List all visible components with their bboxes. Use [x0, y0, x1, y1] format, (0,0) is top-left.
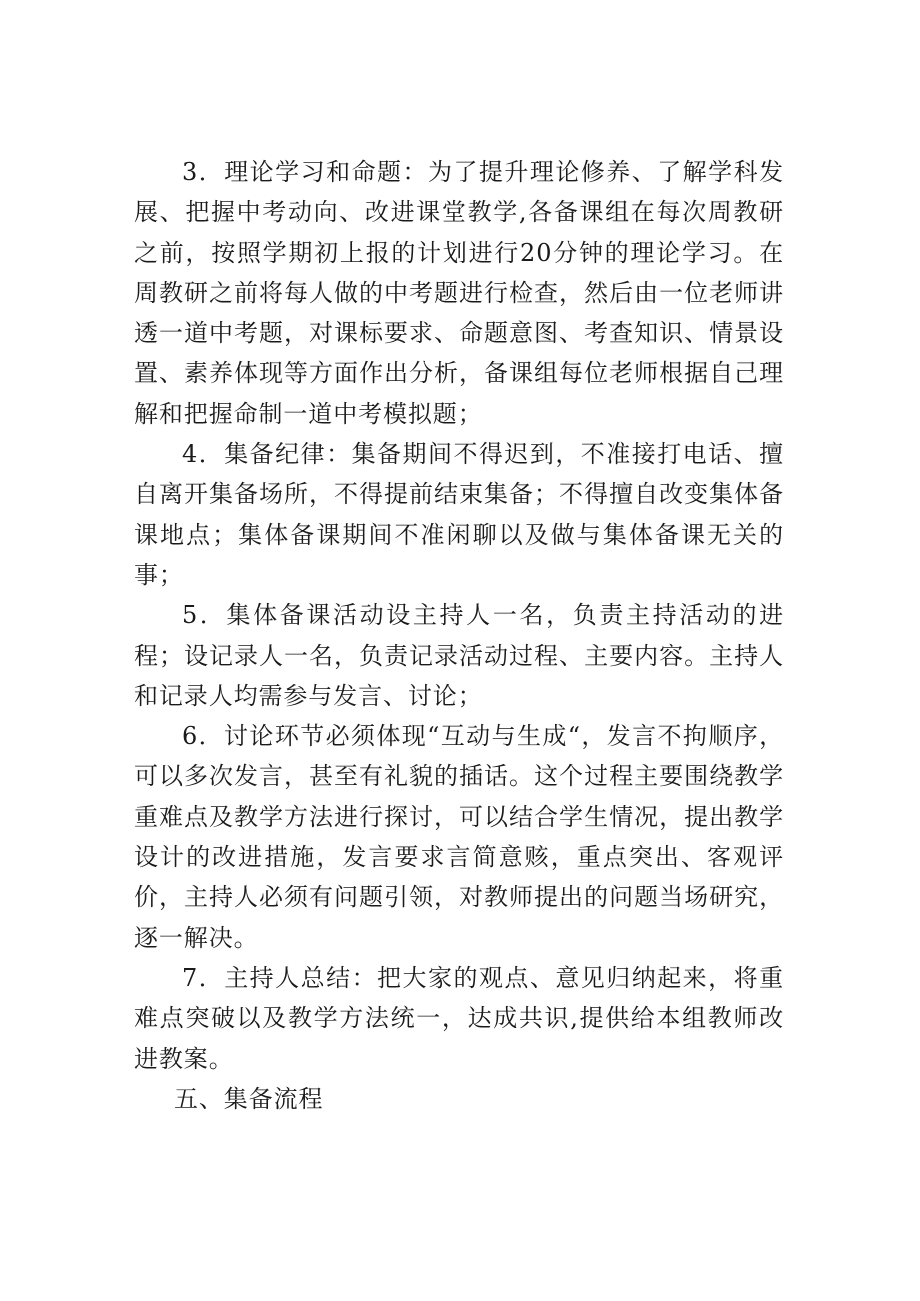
paragraph-summary: 7．主持人总结：把大家的观点、意见归纳起来，将重难点突破以及教学方法统一，达成共识,提供给本组教师改进教案。	[134, 963, 784, 1073]
section-heading: 五、集备流程	[174, 1084, 324, 1113]
paragraph-discussion: 6．讨论环节必须体现“互动与生成“，发言不拘顺序，可以多次发言，甚至有礼貌的插话。这个过程主要围绕教学重难点及教学方法进行探讨，可以结合学生情况，提出教学设计的改进措施，发言要求言简意赅，重点突出、客观评价，主持人必须有问题引领，对教师提出的问题当场研究，逐一解决。	[134, 722, 784, 952]
paragraph-theory-study: 3．理论学习和命题：为了提升理论修养、了解学科发展、把握中考动向、改进课堂教学,各备课组在每次周教研之前，按照学期初上报的计划进行20分钟的理论学习。在周教研之前将每人做的中考题进行检查，然后由一位老师讲透一道中考题，对课标要求、命题意图、考查知识、情景设置、素养体现等方面作出分析，备课组每位老师根据自己理解和把握命制一道中考模拟题；	[134, 158, 784, 428]
paragraph-discipline: 4．集备纪律：集备期间不得迟到，不准接打电话、擅自离开集备场所，不得提前结束集备；不得擅自改变集体备课地点；集体备课期间不准闲聊以及做与集体备课无关的事；	[134, 440, 784, 589]
paragraph-host-recorder: 5．集体备课活动设主持人一名，负责主持活动的进程；设记录人一名，负责记录活动过程、主要内容。主持人和记录人均需参与发言、讨论；	[134, 601, 784, 710]
document-body	[134, 152, 784, 1119]
